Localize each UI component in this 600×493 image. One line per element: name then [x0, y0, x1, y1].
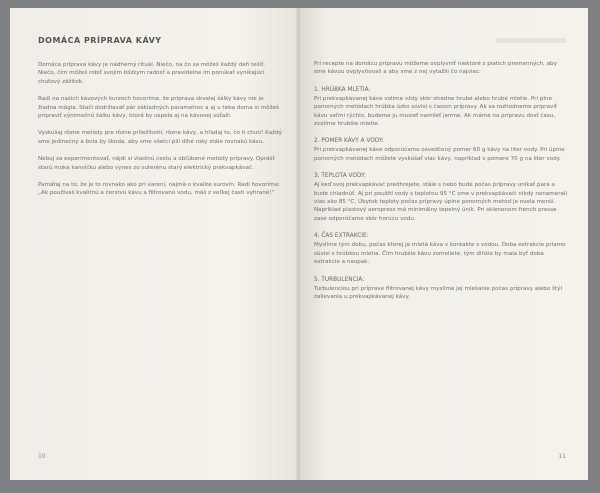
section-grind-size	[314, 86, 568, 129]
page-number: 10	[38, 453, 46, 460]
section-turbulence	[314, 276, 568, 302]
section-heading: 3. TEPLOTA VODY:	[314, 173, 366, 180]
paragraph: Pamätaj na to, že je to rovnako ako pri varení, najmä o kvalite surovín. Radi hovoríme: „Ak používaš kvalitnú a čerstvú kávu a filtrovanú vodu, máš z veľkej časti vyhrané!“	[38, 182, 280, 197]
section-coffee-water-ratio	[314, 137, 568, 163]
intro-paragraph: Pri recepte na domácu prípravu môžeme ovplyvniť niektoré z piatich premenných, aby sme kávou ovplyvňovali a aby sme z nej vytažili čo najviac:	[314, 61, 557, 76]
section-text: Myslíme tým dobu, počas ktorej je mletá káva v kontakte s vodou. Doba extrakcie priamo súvisí s hrúbkou mletia. Čím hrubšie kávu zomeliete, tým dlhšie by mala byť doba extrakcie a naopak.	[314, 242, 566, 266]
page-title: DOMÁCA PRÍPRAVA KÁVY	[38, 36, 162, 45]
section-text: Pri prekvapkávanej káve odporúčame osvedčený pomer 60 g kávy na liter vody. Pri úplne ponorných metódach môžete vyskúšať viac kávy, napríklad v pomere 70 g na liter vody.	[314, 147, 565, 162]
section-heading: 5. TURBULENCIA:	[314, 276, 365, 283]
section-heading: 4. ČAS EXTRAKCIE:	[314, 233, 369, 240]
section-heading: 2. POMER KÁVY A VODY:	[314, 138, 384, 145]
paragraph: Radi na našich kávových kurzoch hovoríme, že príprava skvelej šálky kávy nie je žiadna mágia. Stačí dodržiavať pár základných parametrov a aj u teba doma si môžeš pripraviť výnimočnú šálku kávy, ktorá by uspela aj na kávovej súťaži.	[38, 96, 279, 120]
show-through-text	[496, 38, 566, 43]
paragraph: Vyskúšaj rôzne metódy pre rôzne príležitosti, rôzne kávy, a hľadaj to, čo ti chutí! Každý sme jedinečný a bola by škoda, aby sme všetci pili dlhé roky stále rovnakú kávu.	[38, 130, 282, 145]
section-text: Pri prekvapkávanej káve volíme vždy skôr stredne hrubé alebo hrubé mletie. Pri plne ponorných metódach hrúbka úzko súvisí s časom prípravy. Ak sa rozhodneme pripraviť kávu veľmi rýchlo, budeme ju musieť namlieť jemne. Ak máme na prípravu dosť času, zvolíme hrubšie mletie.	[314, 95, 558, 128]
page-number: 11	[558, 453, 566, 460]
right-page	[300, 8, 588, 480]
paragraph: Nebuj sa experimentovať, nájdi si vlastnú cestu a obľúbené metódy prípravy. Oprášť starú moka kanvičku alebo vynes zo suterénu starý elektrický prekvapkávač.	[38, 156, 275, 171]
section-water-temperature	[314, 172, 568, 223]
left-page	[10, 8, 300, 480]
paragraph: Domáca príprava kávy je nádherný rituál. Niečo, na čo sa môžeš každý deň tešiť. Niečo, čím môžeš robiť svojim blízkym radosť a pravidelne im ponúkať vynikajúci chuťový zážitok.	[38, 62, 266, 85]
section-text: Turbulenciou pri príprave filtrovanej kávy myslíme jej miešanie počas prípravy alebo štýl zalievania u prekvapkávanej kávy.	[314, 285, 562, 300]
section-text: Aj keď svoj prekvapkávač predhrejete, stále s nebo bude počas prípravy unikať para a bude chladnúť. Aj pri použití vody s teplotou 95 °C sme v prekvapkávači nikdy nenamerali viac ako 85 °C. Úbytok teploty počas prípravy úplne ponorných metód je ovela menší. Napríklad plastový aeropress má minimálny tepelný únik. Pri sklenenom french presse zase odporúčame skôr horúcu vodu.	[314, 182, 568, 222]
section-extraction-time	[314, 232, 568, 266]
section-heading: 1. HRÚBKA MLETIA:	[314, 86, 371, 93]
